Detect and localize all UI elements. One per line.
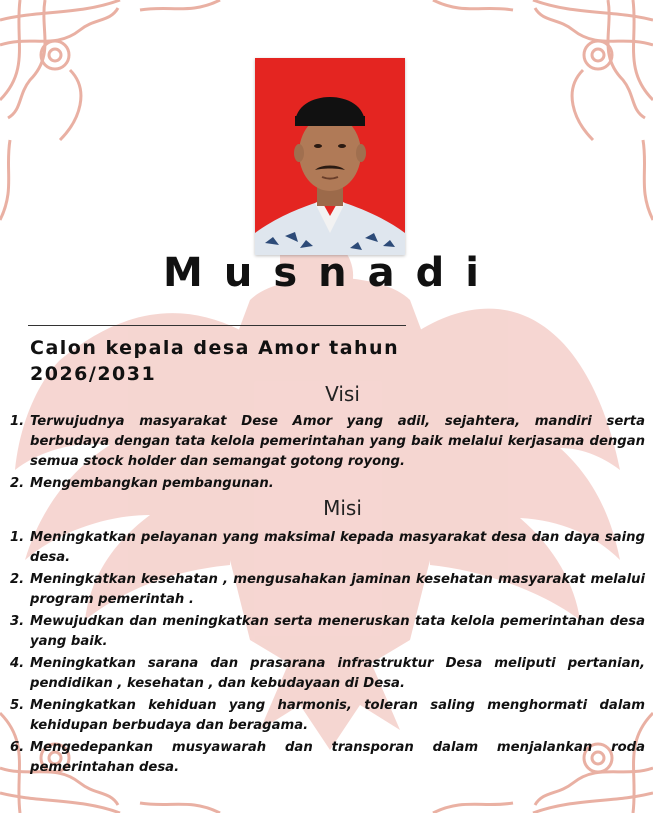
visi-item [10, 474, 645, 494]
candidate-subtitle: Calon kepala desa Amor tahun 2026/2031 [30, 337, 400, 385]
candidate-photo [255, 58, 405, 255]
misi-item-number: 3. [10, 614, 25, 629]
corner-ornament-top-left [0, 0, 220, 220]
divider-line [28, 325, 406, 326]
misi-item-number: 5. [10, 698, 25, 713]
misi-item [10, 570, 645, 610]
visi-item-number: 2. [10, 476, 25, 491]
visi-item [10, 412, 645, 472]
misi-item [10, 696, 645, 736]
candidate-name: Musnadi [163, 250, 500, 296]
corner-ornament-top-right [433, 0, 653, 220]
misi-item-number: 4. [10, 656, 25, 671]
misi-item-text: Meningkatkan kehiduan yang harmonis, toleran saling menghormati dalam kehidupan berbudaya dan beragama. [30, 698, 645, 733]
visi-item-text: Mengembangkan pembangunan. [30, 476, 274, 491]
visi-heading: Visi [325, 382, 360, 406]
misi-item-text: Meningkatkan pelayanan yang maksimal kepada masyarakat desa dan daya saing desa. [30, 530, 645, 565]
visi-item-text: Terwujudnya masyarakat Dese Amor yang adil, sejahtera, mandiri serta berbudaya dengan tata kelola pemerintahan yang baik melalui kerjasama dengan semua stock holder dan semangat gotong royong. [30, 414, 645, 469]
visi-item-number: 1. [10, 414, 25, 429]
misi-item [10, 612, 645, 652]
misi-item-number: 6. [10, 740, 25, 755]
misi-item-number: 1. [10, 530, 25, 545]
misi-item-text: Meningkatkan sarana dan prasarana infrastruktur Desa meliputi pertanian, pendidikan , kesehatan , dan kebudayaan di Desa. [30, 656, 645, 691]
misi-item-text: Mengedepankan musyawarah dan transporan dalam menjalankan roda pemerintahan desa. [30, 740, 645, 775]
misi-list [10, 528, 645, 780]
misi-item [10, 528, 645, 568]
misi-heading: Misi [323, 496, 362, 520]
misi-item [10, 654, 645, 694]
misi-item [10, 738, 645, 778]
visi-list [10, 412, 645, 494]
misi-item-number: 2. [10, 572, 25, 587]
misi-item-text: Meningkatkan kesehatan , mengusahakan jaminan kesehatan masyarakat melalui program pemerintah . [30, 572, 645, 607]
portrait-illustration [255, 58, 405, 255]
misi-item-text: Mewujudkan dan meningkatkan serta meneruskan tata kelola pemerintahan desa yang baik. [30, 614, 645, 649]
